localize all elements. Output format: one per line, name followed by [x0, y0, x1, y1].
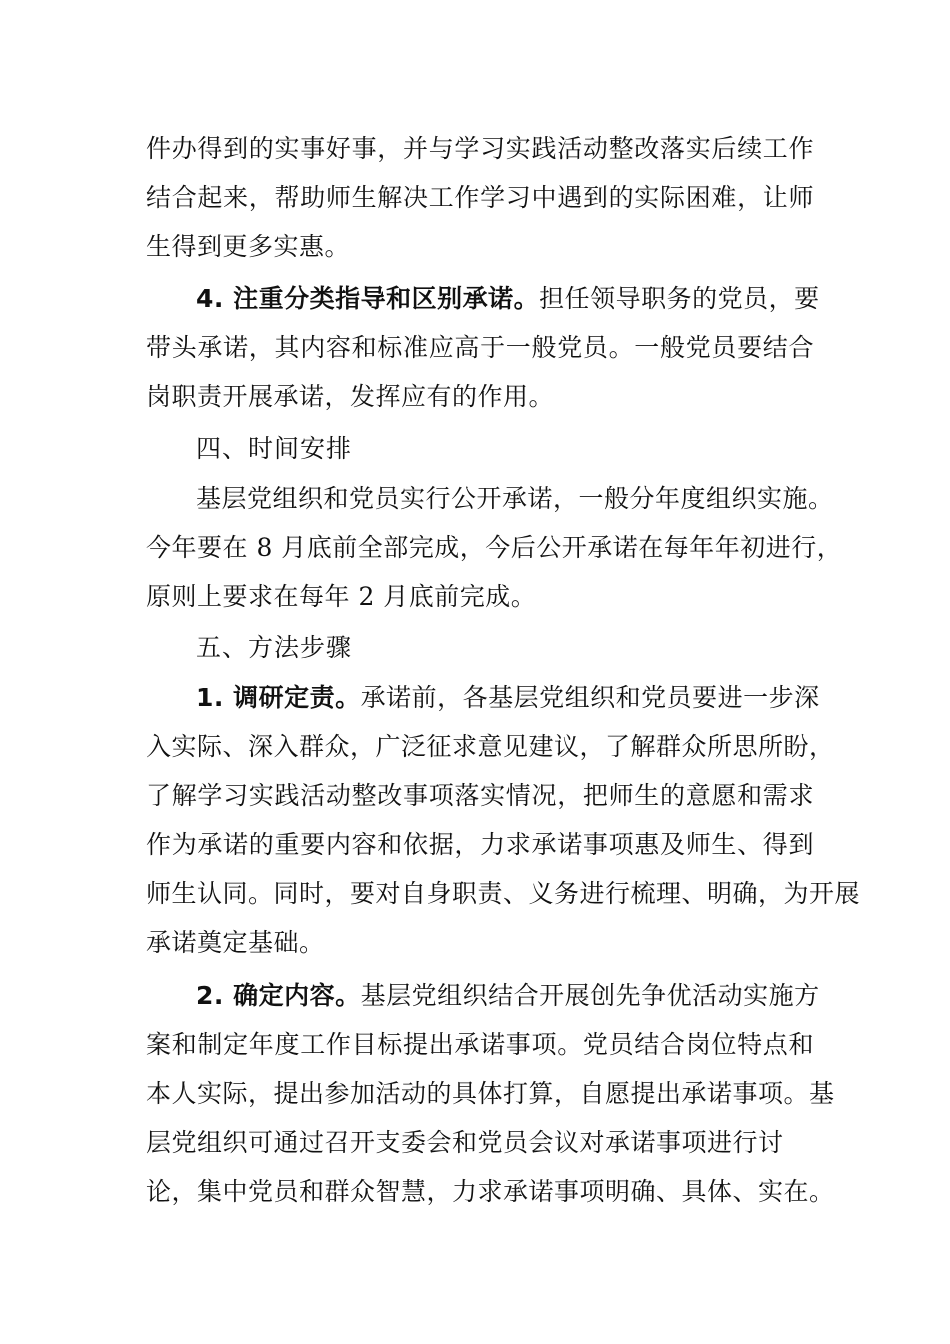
paragraph-item-1	[146, 673, 861, 967]
paragraph-item-4	[146, 274, 820, 421]
text-line: 基层党组织和党员实行公开承诺，一般分年度组织实施。	[196, 484, 834, 513]
text-line: 了解学习实践活动整改事项落实情况，把师生的意愿和需求	[146, 781, 814, 810]
text-line: 作为承诺的重要内容和依据，力求承诺事项惠及师生、得到	[146, 830, 814, 859]
text-line: 层党组织可通过召开支委会和党员会议对承诺事项进行讨	[146, 1128, 784, 1157]
text-line: 结合起来，帮助师生解决工作学习中遇到的实际困难，让师	[146, 183, 814, 212]
text-line: 件办得到的实事好事，并与学习实践活动整改落实后续工作	[146, 134, 814, 163]
text-line: 入实际、深入群众，广泛征求意见建议，了解群众所思所盼，	[146, 732, 835, 761]
text-line	[146, 274, 820, 323]
text-line: 本人实际，提出参加活动的具体打算，自愿提出承诺事项。基	[146, 1079, 835, 1108]
text-line: 生得到更多实惠。	[146, 232, 351, 261]
text-line: 带头承诺，其内容和标准应高于一般党员。一般党员要结合	[146, 333, 814, 362]
section-heading-method: 五、方法步骤	[196, 633, 353, 662]
text-line: 承诺奠定基础。	[146, 928, 325, 957]
text-line: 岗职责开展承诺，发挥应有的作用。	[146, 382, 555, 411]
paragraph-time	[146, 474, 843, 621]
item-text: 担任领导职务的党员，要	[539, 284, 820, 313]
text-line	[146, 673, 820, 722]
text-line: 原则上要求在每年 2 月底前完成。	[146, 582, 537, 611]
item-lead: 4. 注重分类指导和区别承诺。	[196, 284, 540, 313]
text-line: 案和制定年度工作目标提出承诺事项。党员结合岗位特点和	[146, 1030, 814, 1059]
text-line: 师生认同。同时，要对自身职责、义务进行梳理、明确，为开展	[146, 879, 861, 908]
paragraph-continuation	[146, 124, 814, 271]
item-lead: 1. 调研定责。	[196, 683, 361, 712]
item-text: 基层党组织结合开展创先争优活动实施方	[360, 981, 820, 1010]
paragraph-item-2	[146, 971, 835, 1216]
text-line	[146, 971, 820, 1020]
section-heading-time: 四、时间安排	[196, 434, 353, 463]
text-line: 今年要在 8 月底前全部完成，今后公开承诺在每年年初进行，	[146, 533, 843, 562]
text-line: 论，集中党员和群众智慧，力求承诺事项明确、具体、实在。	[146, 1177, 835, 1206]
item-text: 承诺前，各基层党组织和党员要进一步深	[360, 683, 820, 712]
item-lead: 2. 确定内容。	[196, 981, 361, 1010]
